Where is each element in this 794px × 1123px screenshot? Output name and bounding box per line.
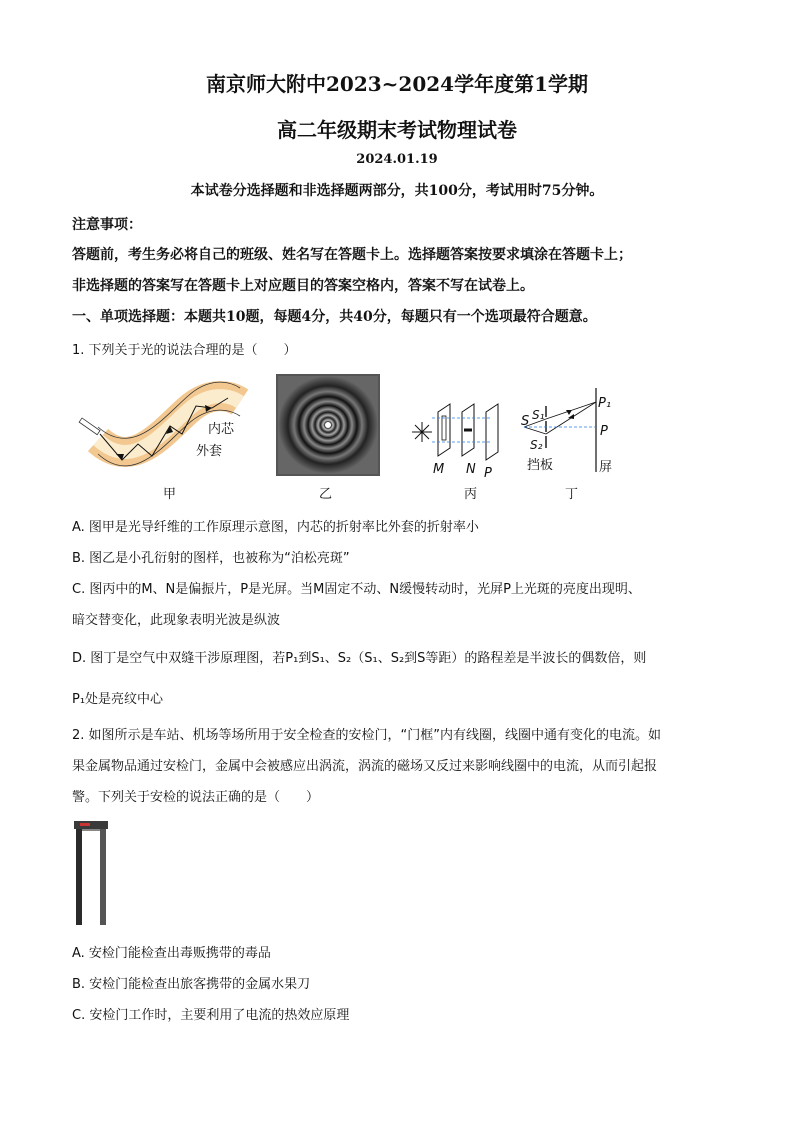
label-M: M (433, 462, 445, 477)
label-screen: 屏 (599, 460, 613, 475)
label-P-center: P (600, 424, 608, 439)
polarizer-figure (408, 390, 512, 478)
exam-intro: 本试卷分选择题和非选择题两部分，共100分，考试用时75分钟。 (190, 183, 604, 199)
section-1-heading: 一、单项选择题：本题共10题，每题4分，共40分，每题只有一个选项最符合题意。 (72, 309, 597, 325)
q1-option-c-line1: C. 图丙中的M、N是偏振片，P是光屏。当M固定不动、N缓慢转动时，光屏P上光斑的亮度出现明、 (72, 582, 641, 597)
q2-option-c: C. 安检门工作时，主要利用了电流的热效应原理 (72, 1008, 350, 1023)
figure-label-jia: 甲 (163, 487, 177, 502)
question-2-stem-line1: 2. 如图所示是车站、机场等场所用于安全检查的安检门，“门框”内有线圈，线圈中通有变化的电流。如 (72, 728, 662, 743)
q2-option-b: B. 安检门能检查出旅客携带的金属水果刀 (72, 977, 311, 992)
label-S1: S₁ (532, 408, 545, 422)
label-P1: P₁ (598, 396, 612, 411)
question-1-stem: 1. 下列关于光的说法合理的是（ ） (72, 343, 297, 358)
notice-heading: 注意事项： (72, 217, 142, 233)
label-S: S (521, 414, 530, 429)
notice-line-2: 非选择题的答案写在答题卡上对应题目的答案空格内，答案不写在试卷上。 (72, 278, 534, 294)
label-N: N (466, 462, 476, 477)
figure-label-ding: 丁 (565, 487, 579, 502)
q2-option-a: A. 安检门能检查出毒贩携带的毒品 (72, 946, 271, 961)
label-S2: S₂ (530, 438, 543, 452)
figure-label-bing: 丙 (464, 487, 478, 502)
security-gate-figure (70, 815, 110, 927)
label-inner-core: 内芯 (208, 422, 235, 437)
q1-option-d-line1: D. 图丁是空气中双缝干涉原理图，若P₁到S₁、S₂（S₁、S₂到S等距）的路程差是半波长的偶数倍，则 (72, 651, 647, 666)
q1-option-c-line2: 暗交替变化，此现象表明光波是纵波 (72, 613, 281, 628)
label-baffle: 挡板 (527, 458, 554, 473)
q1-option-d-line2: P₁处是亮纹中心 (72, 692, 164, 707)
label-outer-cladding: 外套 (196, 444, 223, 459)
q1-option-a: A. 图甲是光导纤维的工作原理示意图，内芯的折射率比外套的折射率小 (72, 520, 479, 535)
diffraction-pattern-figure (276, 374, 380, 476)
label-P-screen: P (484, 466, 492, 481)
figure-label-yi: 乙 (319, 487, 333, 502)
question-2-stem-line2: 果金属物品通过安检门，金属中会被感应出涡流，涡流的磁场又反过来影响线圈中的电流，从而引起报 (72, 759, 658, 774)
question-2-stem-line3: 警。下列关于安检的说法正确的是（ ） (72, 790, 320, 805)
exam-title: 高二年级期末考试物理试卷 (277, 118, 517, 142)
q1-option-b: B. 图乙是小孔衍射的图样，也被称为“泊松亮斑” (72, 551, 350, 566)
exam-date: 2024.01.19 (356, 152, 438, 167)
school-term-title: 南京师大附中2023~2024学年度第1学期 (205, 72, 588, 96)
notice-line-1: 答题前，考生务必将自己的班级、姓名写在答题卡上。选择题答案按要求填涂在答题卡上； (72, 247, 632, 263)
